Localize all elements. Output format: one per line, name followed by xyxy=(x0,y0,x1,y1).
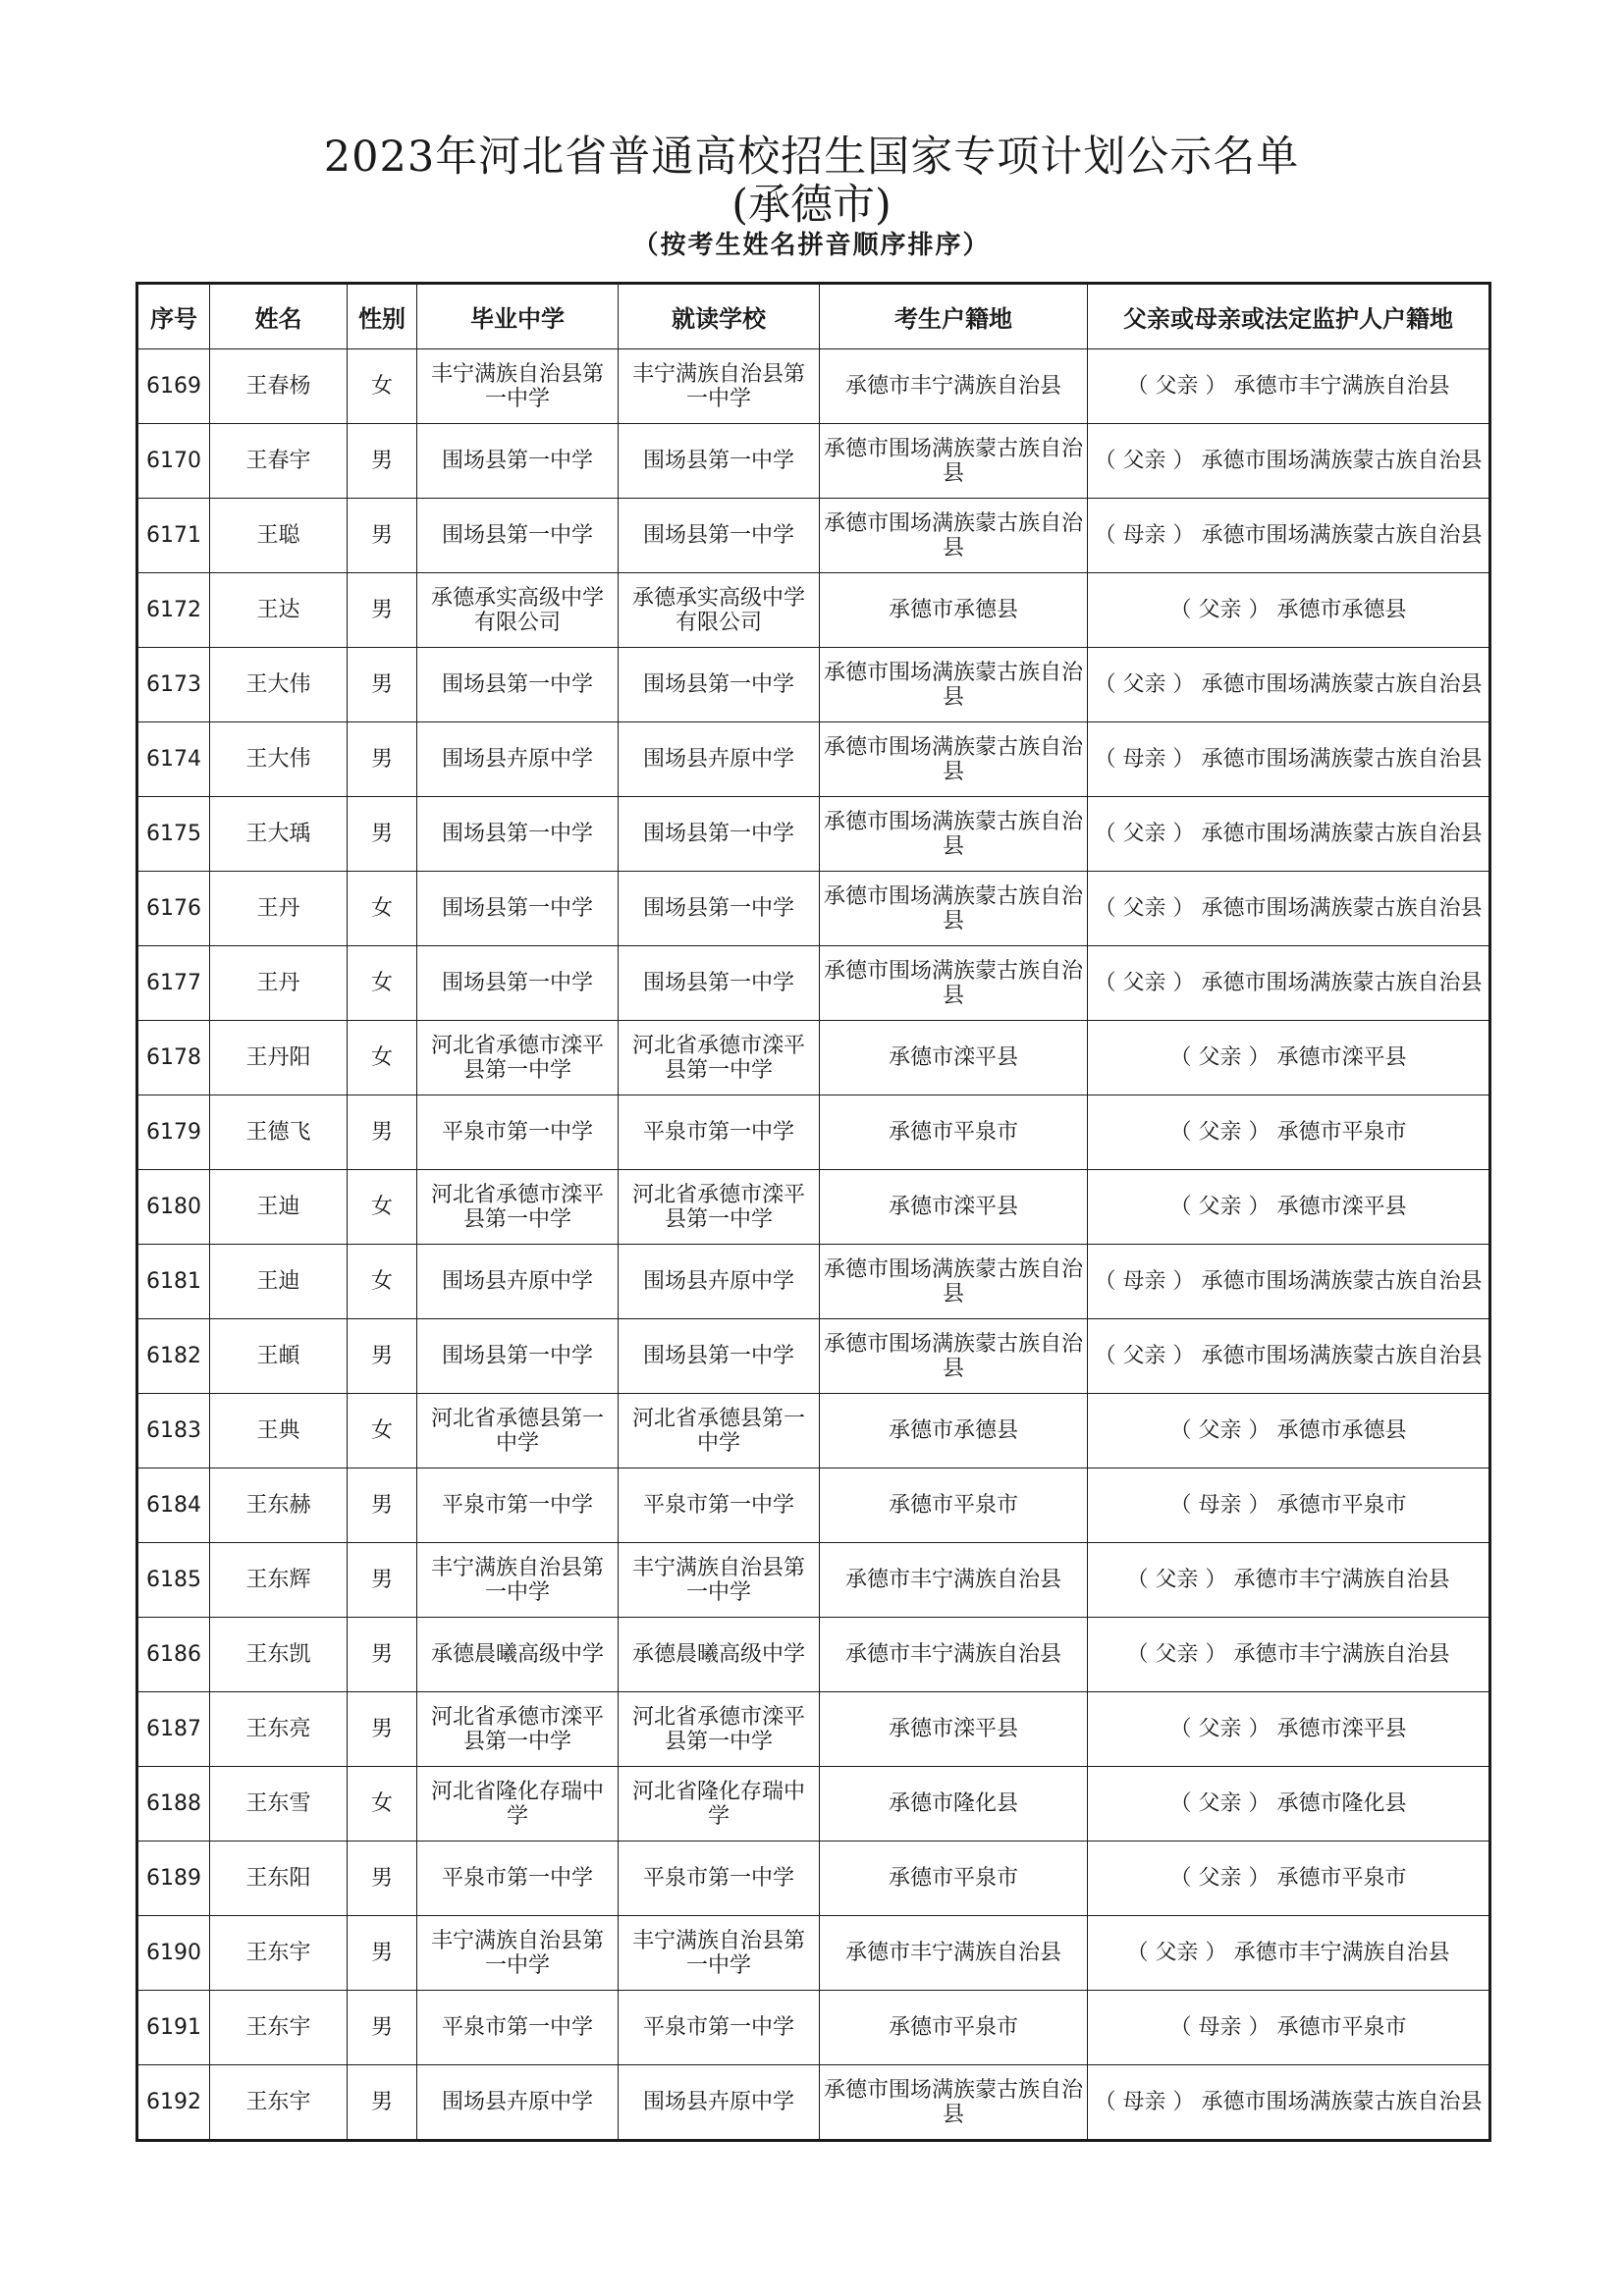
cell-gender: 男 xyxy=(348,2065,417,2141)
cell-guardian-household: （ 父亲 ） 承德市平泉市 xyxy=(1088,1095,1490,1170)
cell-graduation-school: 河北省承德市滦平县第一中学 xyxy=(417,1021,619,1095)
header-graduation-school: 毕业中学 xyxy=(417,284,619,349)
cell-current-school: 平泉市第一中学 xyxy=(619,1842,820,1916)
table-row xyxy=(137,1468,1490,1543)
cell-gender: 男 xyxy=(348,1095,417,1170)
cell-current-school: 平泉市第一中学 xyxy=(619,1095,820,1170)
cell-student-household: 承德市滦平县 xyxy=(820,1170,1088,1245)
cell-serial: 6191 xyxy=(137,1991,210,2065)
cell-name: 王大伟 xyxy=(210,722,348,797)
cell-current-school: 围场县第一中学 xyxy=(619,424,820,499)
cell-serial: 6192 xyxy=(137,2065,210,2141)
cell-guardian-household: （ 母亲 ） 承德市平泉市 xyxy=(1088,1991,1490,2065)
table-row xyxy=(137,1767,1490,1842)
cell-current-school: 丰宁满族自治县第一中学 xyxy=(619,1543,820,1618)
cell-graduation-school: 平泉市第一中学 xyxy=(417,1842,619,1916)
cell-guardian-household: （ 母亲 ） 承德市围场满族蒙古族自治县 xyxy=(1088,722,1490,797)
cell-graduation-school: 丰宁满族自治县第一中学 xyxy=(417,1543,619,1618)
cell-gender: 男 xyxy=(348,722,417,797)
cell-gender: 女 xyxy=(348,1394,417,1468)
cell-guardian-household: （ 父亲 ） 承德市围场满族蒙古族自治县 xyxy=(1088,1319,1490,1394)
cell-guardian-household: （ 父亲 ） 承德市承德县 xyxy=(1088,573,1490,648)
table-row xyxy=(137,1394,1490,1468)
cell-guardian-household: （ 父亲 ） 承德市围场满族蒙古族自治县 xyxy=(1088,648,1490,722)
table-row xyxy=(137,1095,1490,1170)
cell-serial: 6174 xyxy=(137,722,210,797)
table-row xyxy=(137,946,1490,1021)
cell-graduation-school: 平泉市第一中学 xyxy=(417,1468,619,1543)
header-name: 姓名 xyxy=(210,284,348,349)
cell-serial: 6186 xyxy=(137,1618,210,1692)
cell-gender: 男 xyxy=(348,1468,417,1543)
cell-graduation-school: 围场县第一中学 xyxy=(417,1319,619,1394)
cell-name: 王东赫 xyxy=(210,1468,348,1543)
cell-current-school: 围场县第一中学 xyxy=(619,946,820,1021)
cell-serial: 6189 xyxy=(137,1842,210,1916)
cell-current-school: 围场县第一中学 xyxy=(619,1319,820,1394)
table-row xyxy=(137,1618,1490,1692)
cell-name: 王德飞 xyxy=(210,1095,348,1170)
cell-guardian-household: （ 父亲 ） 承德市丰宁满族自治县 xyxy=(1088,349,1490,424)
table-row xyxy=(137,1543,1490,1618)
cell-graduation-school: 承德晨曦高级中学 xyxy=(417,1618,619,1692)
cell-gender: 女 xyxy=(348,946,417,1021)
cell-serial: 6175 xyxy=(137,797,210,872)
cell-guardian-household: （ 母亲 ） 承德市平泉市 xyxy=(1088,1468,1490,1543)
cell-current-school: 围场县第一中学 xyxy=(619,872,820,946)
table-row xyxy=(137,573,1490,648)
cell-student-household: 承德市围场满族蒙古族自治县 xyxy=(820,946,1088,1021)
cell-current-school: 河北省承德市滦平县第一中学 xyxy=(619,1170,820,1245)
cell-student-household: 承德市围场满族蒙古族自治县 xyxy=(820,2065,1088,2141)
cell-current-school: 围场县卉原中学 xyxy=(619,1245,820,1319)
cell-student-household: 承德市丰宁满族自治县 xyxy=(820,1916,1088,1991)
cell-gender: 女 xyxy=(348,1245,417,1319)
cell-name: 王东亮 xyxy=(210,1692,348,1767)
table-row xyxy=(137,648,1490,722)
cell-student-household: 承德市承德县 xyxy=(820,1394,1088,1468)
cell-name: 王达 xyxy=(210,573,348,648)
cell-student-household: 承德市围场满族蒙古族自治县 xyxy=(820,722,1088,797)
table-row xyxy=(137,349,1490,424)
cell-graduation-school: 围场县卉原中学 xyxy=(417,2065,619,2141)
cell-current-school: 围场县卉原中学 xyxy=(619,722,820,797)
cell-current-school: 围场县卉原中学 xyxy=(619,2065,820,2141)
cell-name: 王东凯 xyxy=(210,1618,348,1692)
cell-student-household: 承德市围场满族蒙古族自治县 xyxy=(820,872,1088,946)
cell-guardian-household: （ 母亲 ） 承德市围场满族蒙古族自治县 xyxy=(1088,2065,1490,2141)
cell-student-household: 承德市丰宁满族自治县 xyxy=(820,1618,1088,1692)
cell-guardian-household: （ 母亲 ） 承德市围场满族蒙古族自治县 xyxy=(1088,499,1490,573)
cell-guardian-household: （ 父亲 ） 承德市承德县 xyxy=(1088,1394,1490,1468)
cell-guardian-household: （ 父亲 ） 承德市滦平县 xyxy=(1088,1692,1490,1767)
cell-name: 王丹 xyxy=(210,872,348,946)
cell-graduation-school: 丰宁满族自治县第一中学 xyxy=(417,349,619,424)
cell-guardian-household: （ 父亲 ） 承德市隆化县 xyxy=(1088,1767,1490,1842)
cell-serial: 6169 xyxy=(137,349,210,424)
cell-student-household: 承德市承德县 xyxy=(820,573,1088,648)
cell-gender: 男 xyxy=(348,1692,417,1767)
cell-name: 王大瑀 xyxy=(210,797,348,872)
cell-serial: 6190 xyxy=(137,1916,210,1991)
cell-graduation-school: 平泉市第一中学 xyxy=(417,1991,619,2065)
cell-guardian-household: （ 父亲 ） 承德市平泉市 xyxy=(1088,1842,1490,1916)
page-subtitle: (承德市) xyxy=(731,181,892,230)
cell-guardian-household: （ 父亲 ） 承德市围场满族蒙古族自治县 xyxy=(1088,872,1490,946)
cell-graduation-school: 丰宁满族自治县第一中学 xyxy=(417,1916,619,1991)
cell-name: 王大伟 xyxy=(210,648,348,722)
table-row xyxy=(137,1916,1490,1991)
cell-serial: 6176 xyxy=(137,872,210,946)
cell-guardian-household: （ 父亲 ） 承德市围场满族蒙古族自治县 xyxy=(1088,424,1490,499)
header-gender: 性别 xyxy=(348,284,417,349)
cell-name: 王頔 xyxy=(210,1319,348,1394)
cell-current-school: 丰宁满族自治县第一中学 xyxy=(619,349,820,424)
cell-gender: 男 xyxy=(348,1991,417,2065)
cell-serial: 6184 xyxy=(137,1468,210,1543)
cell-graduation-school: 围场县第一中学 xyxy=(417,946,619,1021)
cell-student-household: 承德市围场满族蒙古族自治县 xyxy=(820,1319,1088,1394)
cell-current-school: 河北省承德市滦平县第一中学 xyxy=(619,1021,820,1095)
cell-graduation-school: 围场县第一中学 xyxy=(417,872,619,946)
cell-student-household: 承德市围场满族蒙古族自治县 xyxy=(820,648,1088,722)
table-row xyxy=(137,2065,1490,2141)
cell-serial: 6188 xyxy=(137,1767,210,1842)
header-student-household: 考生户籍地 xyxy=(820,284,1088,349)
cell-current-school: 围场县第一中学 xyxy=(619,499,820,573)
cell-guardian-household: （ 父亲 ） 承德市丰宁满族自治县 xyxy=(1088,1543,1490,1618)
cell-serial: 6183 xyxy=(137,1394,210,1468)
cell-current-school: 围场县第一中学 xyxy=(619,797,820,872)
cell-name: 王丹阳 xyxy=(210,1021,348,1095)
header-row xyxy=(137,284,1490,349)
cell-current-school: 平泉市第一中学 xyxy=(619,1468,820,1543)
cell-guardian-household: （ 父亲 ） 承德市滦平县 xyxy=(1088,1170,1490,1245)
cell-student-household: 承德市丰宁满族自治县 xyxy=(820,1543,1088,1618)
cell-gender: 女 xyxy=(348,1021,417,1095)
cell-serial: 6171 xyxy=(137,499,210,573)
cell-student-household: 承德市隆化县 xyxy=(820,1767,1088,1842)
cell-name: 王东辉 xyxy=(210,1543,348,1618)
cell-name: 王东宇 xyxy=(210,2065,348,2141)
cell-gender: 男 xyxy=(348,797,417,872)
cell-gender: 男 xyxy=(348,1618,417,1692)
cell-current-school: 围场县第一中学 xyxy=(619,648,820,722)
cell-gender: 女 xyxy=(348,872,417,946)
cell-name: 王东雪 xyxy=(210,1767,348,1842)
cell-name: 王东宇 xyxy=(210,1916,348,1991)
cell-graduation-school: 围场县第一中学 xyxy=(417,424,619,499)
cell-student-household: 承德市平泉市 xyxy=(820,1842,1088,1916)
table-row xyxy=(137,424,1490,499)
header-current-school: 就读学校 xyxy=(619,284,820,349)
cell-student-household: 承德市平泉市 xyxy=(820,1468,1088,1543)
cell-graduation-school: 河北省承德县第一中学 xyxy=(417,1394,619,1468)
cell-guardian-household: （ 母亲 ） 承德市围场满族蒙古族自治县 xyxy=(1088,1245,1490,1319)
table-row xyxy=(137,797,1490,872)
cell-graduation-school: 河北省承德市滦平县第一中学 xyxy=(417,1170,619,1245)
cell-guardian-household: （ 父亲 ） 承德市丰宁满族自治县 xyxy=(1088,1916,1490,1991)
cell-gender: 男 xyxy=(348,1543,417,1618)
cell-gender: 男 xyxy=(348,1916,417,1991)
table-row xyxy=(137,1170,1490,1245)
sort-note: （按考生姓名拼音顺序排序） xyxy=(632,231,991,260)
cell-graduation-school: 围场县第一中学 xyxy=(417,499,619,573)
cell-current-school: 丰宁满族自治县第一中学 xyxy=(619,1916,820,1991)
cell-serial: 6179 xyxy=(137,1095,210,1170)
cell-serial: 6181 xyxy=(137,1245,210,1319)
cell-student-household: 承德市滦平县 xyxy=(820,1021,1088,1095)
cell-guardian-household: （ 父亲 ） 承德市丰宁满族自治县 xyxy=(1088,1618,1490,1692)
header-serial: 序号 xyxy=(137,284,210,349)
cell-graduation-school: 围场县卉原中学 xyxy=(417,722,619,797)
cell-gender: 男 xyxy=(348,648,417,722)
cell-serial: 6170 xyxy=(137,424,210,499)
cell-serial: 6187 xyxy=(137,1692,210,1767)
cell-graduation-school: 围场县卉原中学 xyxy=(417,1245,619,1319)
cell-name: 王东宇 xyxy=(210,1991,348,2065)
cell-student-household: 承德市围场满族蒙古族自治县 xyxy=(820,1245,1088,1319)
cell-name: 王迪 xyxy=(210,1245,348,1319)
table-row xyxy=(137,722,1490,797)
cell-student-household: 承德市滦平县 xyxy=(820,1692,1088,1767)
table-row xyxy=(137,1692,1490,1767)
cell-gender: 男 xyxy=(348,1842,417,1916)
cell-serial: 6180 xyxy=(137,1170,210,1245)
cell-graduation-school: 平泉市第一中学 xyxy=(417,1095,619,1170)
cell-name: 王东阳 xyxy=(210,1842,348,1916)
cell-student-household: 承德市丰宁满族自治县 xyxy=(820,349,1088,424)
cell-graduation-school: 河北省隆化存瑞中学 xyxy=(417,1767,619,1842)
cell-current-school: 承德晨曦高级中学 xyxy=(619,1618,820,1692)
cell-current-school: 平泉市第一中学 xyxy=(619,1991,820,2065)
cell-name: 王春宇 xyxy=(210,424,348,499)
cell-current-school: 河北省承德县第一中学 xyxy=(619,1394,820,1468)
cell-serial: 6177 xyxy=(137,946,210,1021)
page-title: 2023年河北省普通高校招生国家专项计划公示名单 xyxy=(323,133,1300,182)
cell-serial: 6172 xyxy=(137,573,210,648)
cell-gender: 女 xyxy=(348,349,417,424)
cell-current-school: 河北省承德市滦平县第一中学 xyxy=(619,1692,820,1767)
cell-gender: 女 xyxy=(348,1170,417,1245)
cell-student-household: 承德市平泉市 xyxy=(820,1991,1088,2065)
cell-gender: 男 xyxy=(348,499,417,573)
cell-gender: 男 xyxy=(348,424,417,499)
cell-student-household: 承德市平泉市 xyxy=(820,1095,1088,1170)
cell-name: 王春杨 xyxy=(210,349,348,424)
cell-serial: 6185 xyxy=(137,1543,210,1618)
cell-gender: 男 xyxy=(348,1319,417,1394)
cell-guardian-household: （ 父亲 ） 承德市围场满族蒙古族自治县 xyxy=(1088,797,1490,872)
table-row xyxy=(137,1021,1490,1095)
cell-name: 王典 xyxy=(210,1394,348,1468)
table-row xyxy=(137,872,1490,946)
table-row xyxy=(137,1991,1490,2065)
cell-graduation-school: 承德承实高级中学有限公司 xyxy=(417,573,619,648)
cell-serial: 6178 xyxy=(137,1021,210,1095)
cell-serial: 6173 xyxy=(137,648,210,722)
table-row xyxy=(137,1245,1490,1319)
cell-name: 王迪 xyxy=(210,1170,348,1245)
cell-gender: 女 xyxy=(348,1767,417,1842)
cell-guardian-household: （ 父亲 ） 承德市围场满族蒙古族自治县 xyxy=(1088,946,1490,1021)
cell-current-school: 河北省隆化存瑞中学 xyxy=(619,1767,820,1842)
cell-current-school: 承德承实高级中学有限公司 xyxy=(619,573,820,648)
roster-table xyxy=(135,282,1491,2142)
header-guardian-household: 父亲或母亲或法定监护人户籍地 xyxy=(1088,284,1490,349)
cell-graduation-school: 围场县第一中学 xyxy=(417,797,619,872)
cell-student-household: 承德市围场满族蒙古族自治县 xyxy=(820,424,1088,499)
cell-serial: 6182 xyxy=(137,1319,210,1394)
cell-student-household: 承德市围场满族蒙古族自治县 xyxy=(820,499,1088,573)
cell-guardian-household: （ 父亲 ） 承德市滦平县 xyxy=(1088,1021,1490,1095)
cell-graduation-school: 围场县第一中学 xyxy=(417,648,619,722)
cell-student-household: 承德市围场满族蒙古族自治县 xyxy=(820,797,1088,872)
table-row xyxy=(137,1842,1490,1916)
table-row xyxy=(137,499,1490,573)
cell-name: 王丹 xyxy=(210,946,348,1021)
cell-name: 王聪 xyxy=(210,499,348,573)
roster-body xyxy=(137,349,1490,2141)
cell-gender: 男 xyxy=(348,573,417,648)
cell-graduation-school: 河北省承德市滦平县第一中学 xyxy=(417,1692,619,1767)
table-row xyxy=(137,1319,1490,1394)
